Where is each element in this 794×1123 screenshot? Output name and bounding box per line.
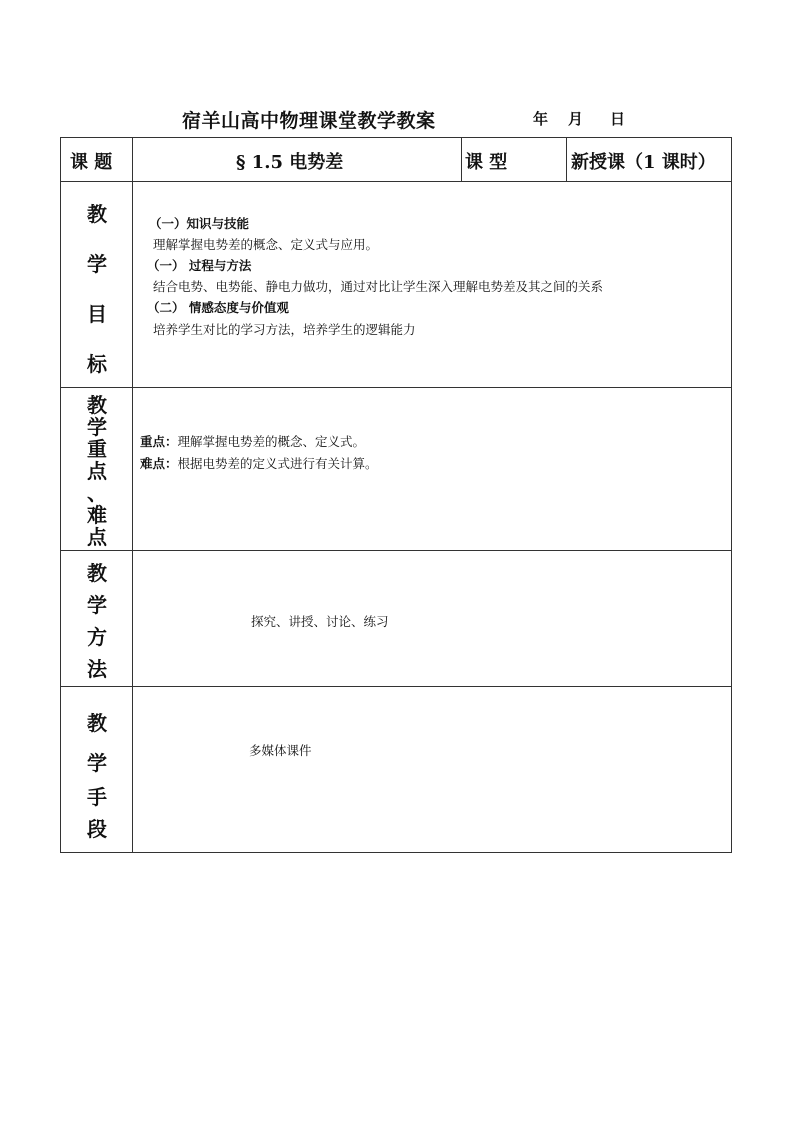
objective-heading: （一） 过程与方法 bbox=[147, 258, 252, 273]
key-point-label: 重点： bbox=[140, 434, 178, 449]
type-label: 课 型 bbox=[465, 152, 508, 173]
column-divider bbox=[566, 138, 567, 181]
methods-label-char: 法 bbox=[87, 657, 107, 681]
topic-label: 课 题 bbox=[70, 152, 113, 173]
date-day-label: 日 bbox=[610, 110, 626, 128]
key-points-label-char: 教 bbox=[87, 393, 107, 417]
document-title: 宿羊山高中物理课堂教学教案 bbox=[182, 110, 436, 132]
key-point-line bbox=[140, 432, 365, 450]
means-label-char: 手 bbox=[87, 785, 107, 809]
objectives-label-char: 教 bbox=[87, 202, 107, 226]
key-points-label-char: 、 bbox=[87, 481, 107, 505]
header bbox=[0, 106, 794, 134]
column-divider bbox=[461, 138, 462, 181]
methods-text: 探究、讲授、讨论、练习 bbox=[251, 614, 389, 629]
key-points-label-char: 重 bbox=[87, 437, 107, 461]
means-label bbox=[61, 707, 133, 845]
objectives-label bbox=[61, 198, 133, 398]
objective-heading: （二） 情感态度与价值观 bbox=[147, 300, 289, 315]
difficult-point-label: 难点： bbox=[140, 456, 178, 471]
row-divider bbox=[61, 387, 731, 388]
objective-text: 培养学生对比的学习方法，培养学生的逻辑能力 bbox=[153, 322, 416, 337]
topic-value: § 1.5 电势差 bbox=[236, 152, 344, 173]
key-points-label-char: 学 bbox=[87, 415, 107, 439]
row-divider bbox=[61, 181, 731, 182]
means-label-char: 学 bbox=[87, 751, 107, 775]
objective-text: 结合电势、电势能、静电力做功，通过对比让学生深入理解电势差及其之间的关系 bbox=[153, 279, 604, 294]
objectives-label-char: 标 bbox=[87, 352, 107, 376]
methods-label-char: 学 bbox=[87, 593, 107, 617]
difficult-point-line bbox=[140, 454, 378, 472]
key-points-label-char: 点 bbox=[87, 459, 107, 483]
row-divider bbox=[61, 550, 731, 551]
row-divider bbox=[61, 686, 731, 687]
key-point-text: 理解掌握电势差的概念、定义式。 bbox=[177, 434, 366, 449]
methods-label bbox=[61, 557, 133, 685]
means-text: 多媒体课件 bbox=[249, 743, 312, 758]
difficult-point-text: 根据电势差的定义式进行有关计算。 bbox=[177, 456, 378, 471]
methods-label-char: 教 bbox=[87, 561, 107, 585]
objectives-label-char: 学 bbox=[87, 252, 107, 276]
methods-label-char: 方 bbox=[87, 625, 107, 649]
date-year-label: 年 bbox=[533, 110, 549, 128]
lesson-plan-table bbox=[60, 137, 732, 853]
means-label-char: 段 bbox=[87, 817, 107, 841]
objective-text: 理解掌握电势差的概念、定义式与应用。 bbox=[153, 237, 379, 252]
objective-heading: （一）知识与技能 bbox=[149, 216, 250, 231]
means-label-char: 教 bbox=[87, 711, 107, 735]
key-points-label-char: 点 bbox=[87, 525, 107, 549]
key-points-label bbox=[61, 394, 133, 548]
key-points-label-char: 难 bbox=[87, 503, 107, 527]
objectives-label-char: 目 bbox=[87, 302, 107, 326]
date-month-label: 月 bbox=[568, 110, 584, 128]
type-value: 新授课（1 课时） bbox=[571, 152, 716, 173]
